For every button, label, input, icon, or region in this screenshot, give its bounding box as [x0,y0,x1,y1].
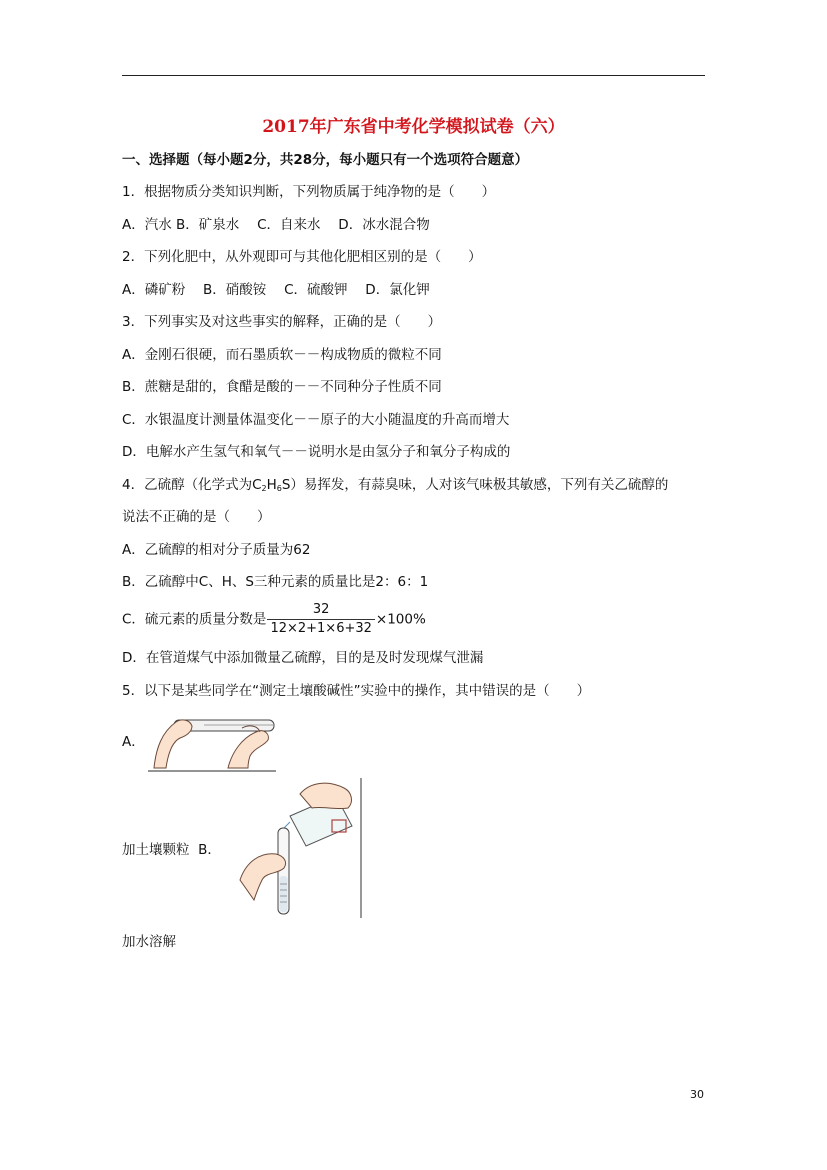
question-3-option-b: B．蔗糖是甜的，食醋是酸的－－不同种分子性质不同 [122,379,442,395]
question-4-option-c-pre: C．硫元素的质量分数是 [122,611,267,628]
test-tube-horizontal-illustration [146,708,278,774]
question-4-option-b: B．乙硫醇中C、H、S三种元素的质量比是2：6：1 [122,574,429,590]
question-4-stem-line2: 说法不正确的是（ ） [122,509,271,525]
question-3-stem: 3．下列事实及对这些事实的解释，正确的是（ ） [122,314,442,330]
question-3-option-d: D．电解水产生氢气和氧气－－说明水是由氢分子和氧分子构成的 [122,444,511,460]
question-2-stem: 2．下列化肥中，从外观即可与其他化肥相区别的是（ ） [122,249,482,265]
question-4-stem [122,476,668,498]
question-5-option-b-caption: 加水溶解 [122,934,176,950]
question-4-option-c [122,601,426,638]
page-number: 30 [690,1088,704,1101]
question-2-options: A．磷矿粉 B．硝酸铵 C．硫酸钾 D．氯化钾 [122,282,430,298]
question-5-option-b-label: B． [198,842,221,858]
question-4-stem-post: S）易挥发，有蒜臭味，人对该气味极其敏感，下列有关乙硫醇的 [281,477,669,493]
question-1-stem: 1．根据物质分类知识判断，下列物质属于纯净物的是（ ） [122,184,496,200]
question-4-option-a: A．乙硫醇的相对分子质量为62 [122,542,311,558]
mass-fraction [267,601,374,638]
question-5-option-a-label: A． [122,734,145,750]
question-5-stem: 5．以下是某些同学在“测定土壤酸碱性”实验中的操作，其中错误的是（ ） [122,683,591,699]
question-4-stem-mid: H [266,477,277,493]
subscript-2: 2 [261,484,267,493]
question-5-option-a-caption [122,841,221,859]
pouring-water-illustration [236,776,364,920]
question-4-option-c-post: ×100% [375,611,426,628]
section-heading: 一、选择题（每小题2分，共28分，每小题只有一个选项符合题意） [122,152,529,168]
question-3-option-c: C．水银温度计测量体温变化－－原子的大小随温度的升高而增大 [122,412,510,428]
question-1-options: A．汽水 B．矿泉水 C．自来水 D．冰水混合物 [122,217,430,233]
fraction-numerator: 32 [312,602,330,617]
question-4-option-d: D．在管道煤气中添加微量乙硫醇，目的是及时发现煤气泄漏 [122,650,484,666]
header-rule [122,75,705,76]
subscript-6: 6 [276,484,282,493]
question-3-option-a: A．金刚石很硬，而石墨质软－－构成物质的微粒不同 [122,347,442,363]
question-4-stem-pre: 4．乙硫醇（化学式为C [122,477,262,493]
caption-add-soil: 加土壤颗粒 [122,842,190,858]
page-title: 2017年广东省中考化学模拟试卷（六） [262,117,565,137]
fraction-denominator: 12×2+1×6+32 [267,619,374,638]
